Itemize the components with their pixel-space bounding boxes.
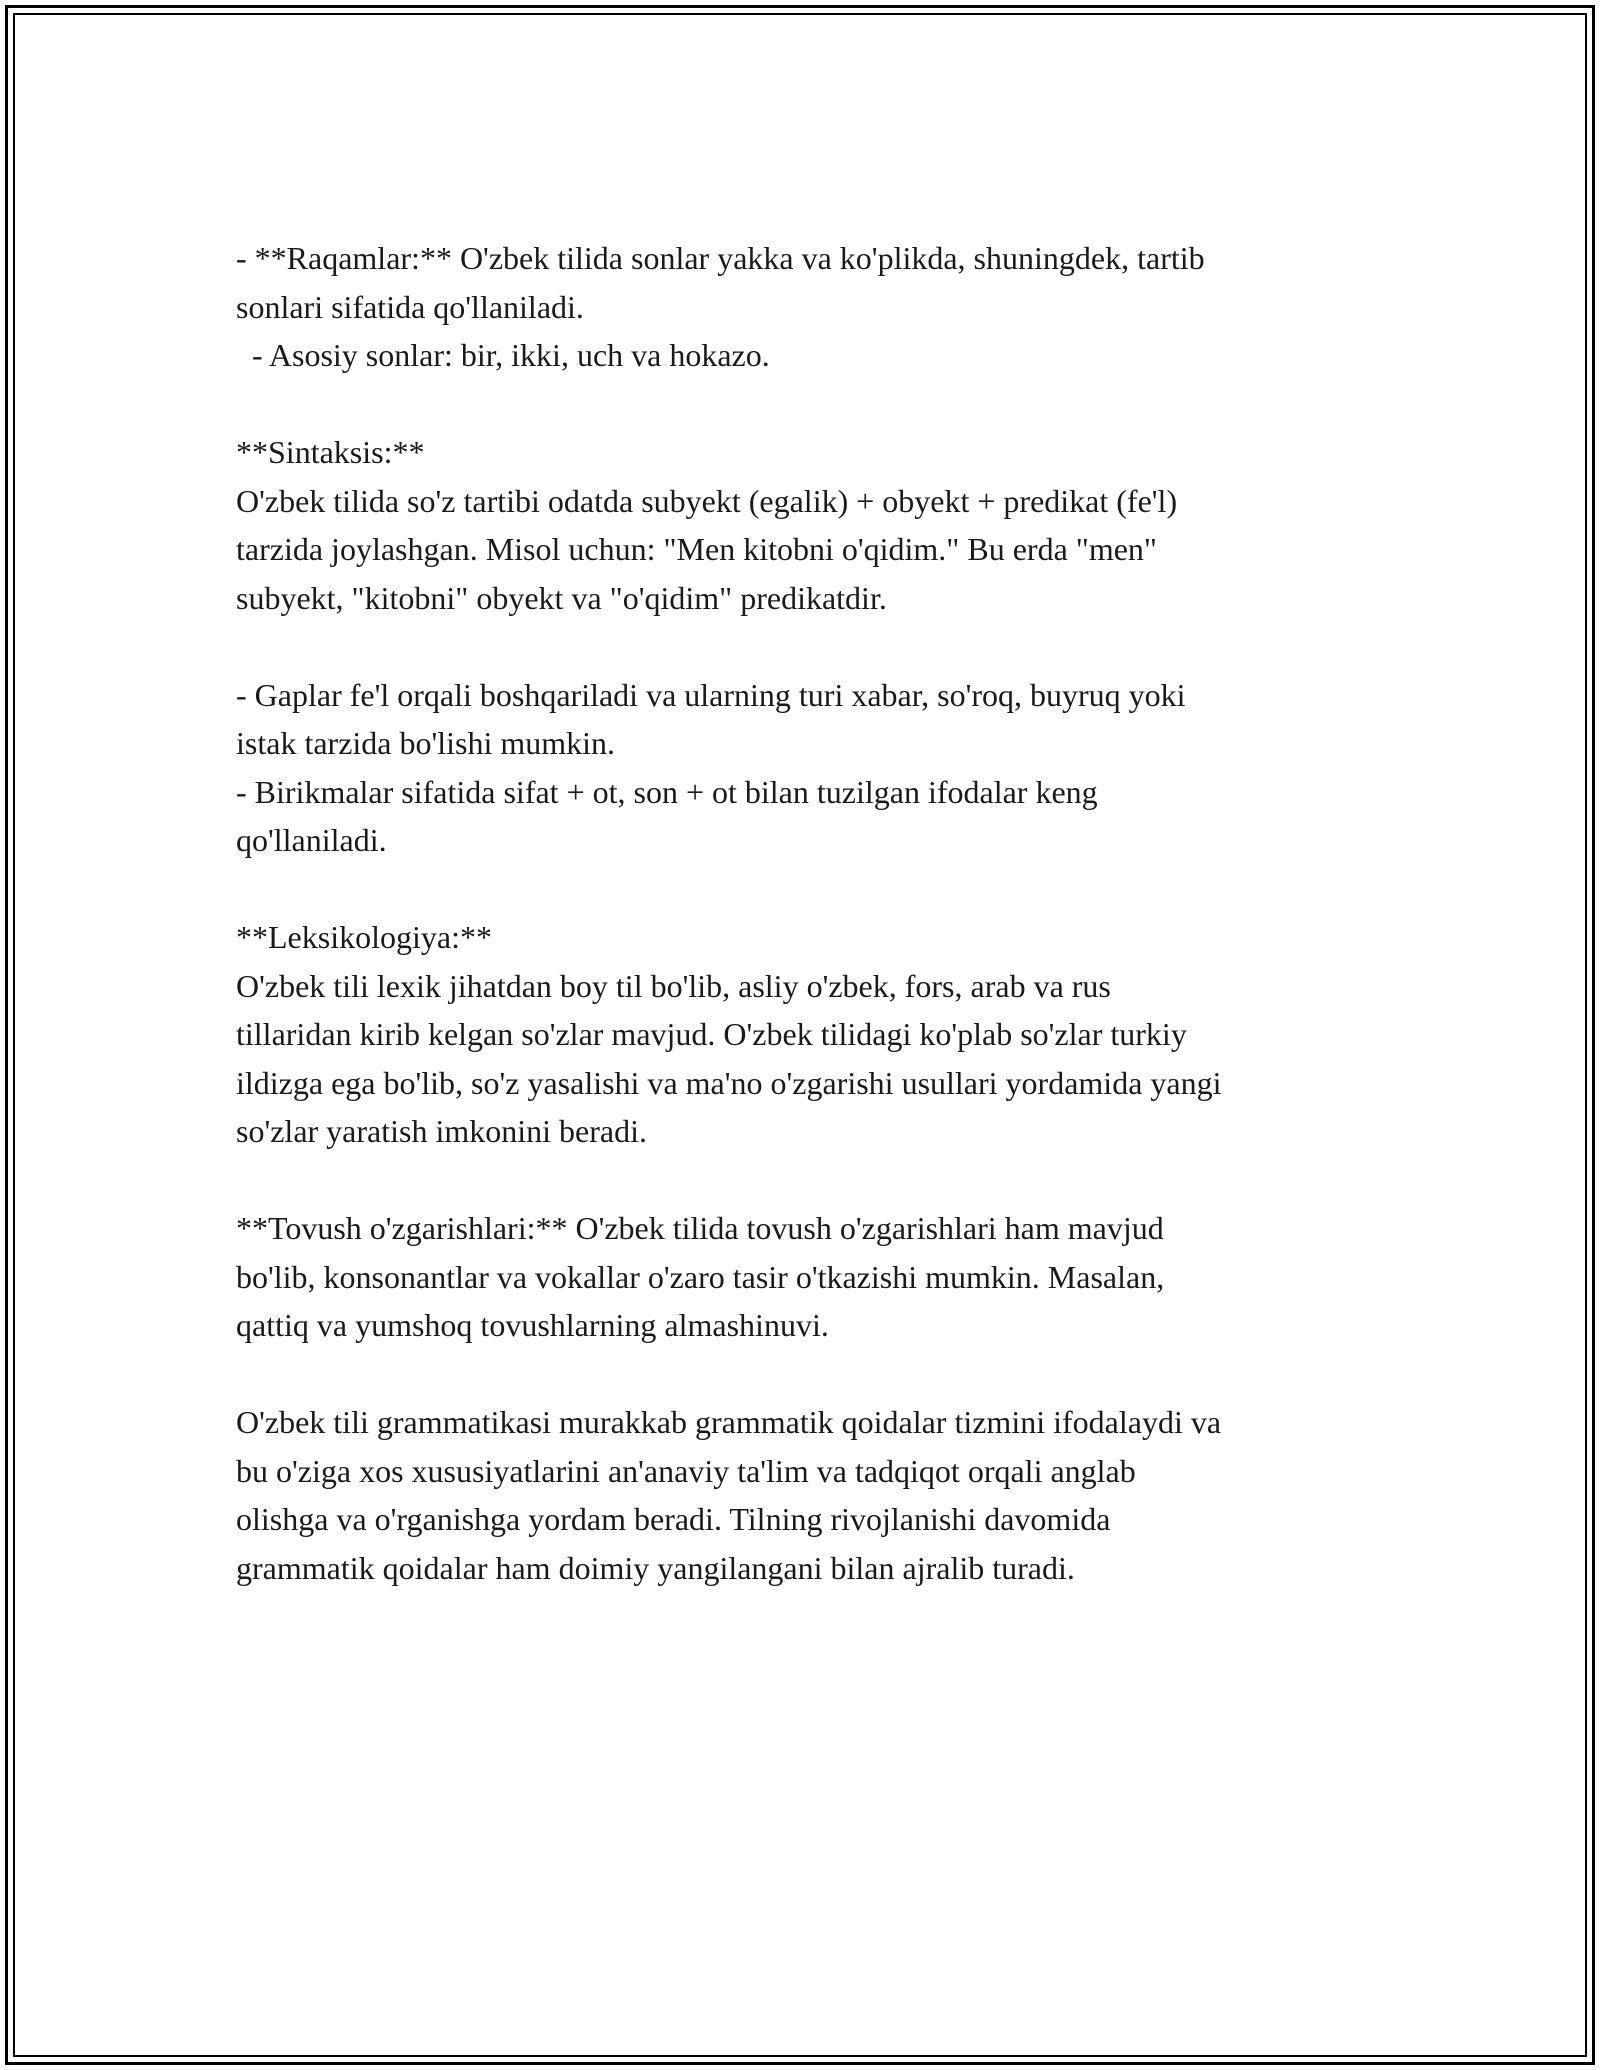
section-heading: **Sintaksis:** bbox=[236, 434, 425, 470]
text-line: O'zbek tili lexik jihatdan boy til bo'lib, asliy o'zbek, fors, arab va rus bbox=[236, 967, 1111, 1004]
paragraph-tovush bbox=[236, 1204, 1376, 1350]
text-line: qattiq va yumshoq tovushlarning almashinuvi. bbox=[236, 1307, 829, 1343]
text-line: - Gaplar fe'l orqali boshqariladi va ularning turi xabar, so'roq, buyruq yoki bbox=[236, 676, 1186, 713]
paragraph-gap bbox=[236, 622, 1376, 671]
paragraph-gap bbox=[236, 380, 1376, 429]
text-line: olishga va o'rganishga yordam beradi. Tilning rivojlanishi davomida bbox=[236, 1501, 1111, 1537]
text-line: bu o'ziga xos xususiyatlarini an'anaviy ta'lim va tadqiqot orqali anglab bbox=[236, 1452, 1136, 1489]
paragraph-gaplar bbox=[236, 671, 1376, 865]
text-line: O'zbek tilida so'z tartibi odatda subyekt (egalik) + obyekt + predikat (fe'l) bbox=[236, 482, 1178, 519]
paragraph-conclusion bbox=[236, 1398, 1376, 1592]
text-line: istak tarzida bo'lishi mumkin. bbox=[236, 725, 616, 761]
text-line: O'zbek tili grammatikasi murakkab grammatik qoidalar tizmini ifodalaydi va bbox=[236, 1404, 1222, 1440]
text-line: subyekt, "kitobni" obyekt va "o'qidim" predikatdir. bbox=[236, 579, 887, 616]
paragraph-gap bbox=[236, 865, 1376, 914]
paragraph-gap bbox=[236, 1156, 1376, 1205]
paragraph-leksikologiya bbox=[236, 913, 1376, 1156]
section-heading: **Leksikologiya:** bbox=[236, 919, 492, 955]
text-line: tillaridan kirib kelgan so'zlar mavjud. O'zbek tilidagi ko'plab so'zlar turkiy bbox=[236, 1016, 1187, 1052]
text-line: ildizga ega bo'lib, so'z yasalishi va ma'no o'zgarishi usullari yordamida yangi bbox=[236, 1064, 1222, 1101]
text-line: sonlari sifatida qo'llaniladi. bbox=[236, 288, 584, 325]
paragraph-sintaksis bbox=[236, 428, 1376, 622]
text-line: bo'lib, konsonantlar va vokallar o'zaro tasir o'tkazishi mumkin. Masalan, bbox=[236, 1258, 1165, 1295]
text-line: qo'llaniladi. bbox=[236, 822, 387, 858]
document-body bbox=[236, 234, 1376, 1592]
paragraph-gap bbox=[236, 1350, 1376, 1399]
text-line: **Tovush o'zgarishlari:** O'zbek tilida tovush o'zgarishlari ham mavjud bbox=[236, 1210, 1164, 1246]
text-line: tarzida joylashgan. Misol uchun: "Men kitobni o'qidim." Bu erda "men" bbox=[236, 531, 1157, 567]
text-line: so'zlar yaratish imkonini beradi. bbox=[236, 1113, 647, 1149]
text-line: - Birikmalar sifatida sifat + ot, son + ot bilan tuzilgan ifodalar keng bbox=[236, 773, 1098, 810]
paragraph-raqamlar bbox=[236, 234, 1376, 380]
text-line: - **Raqamlar:** O'zbek tilida sonlar yakka va ko'plikda, shuningdek, tartib bbox=[236, 240, 1205, 276]
text-line: - Asosiy sonlar: bir, ikki, uch va hokazo. bbox=[236, 337, 770, 373]
text-line: grammatik qoidalar ham doimiy yangilangani bilan ajralib turadi. bbox=[236, 1549, 1075, 1586]
